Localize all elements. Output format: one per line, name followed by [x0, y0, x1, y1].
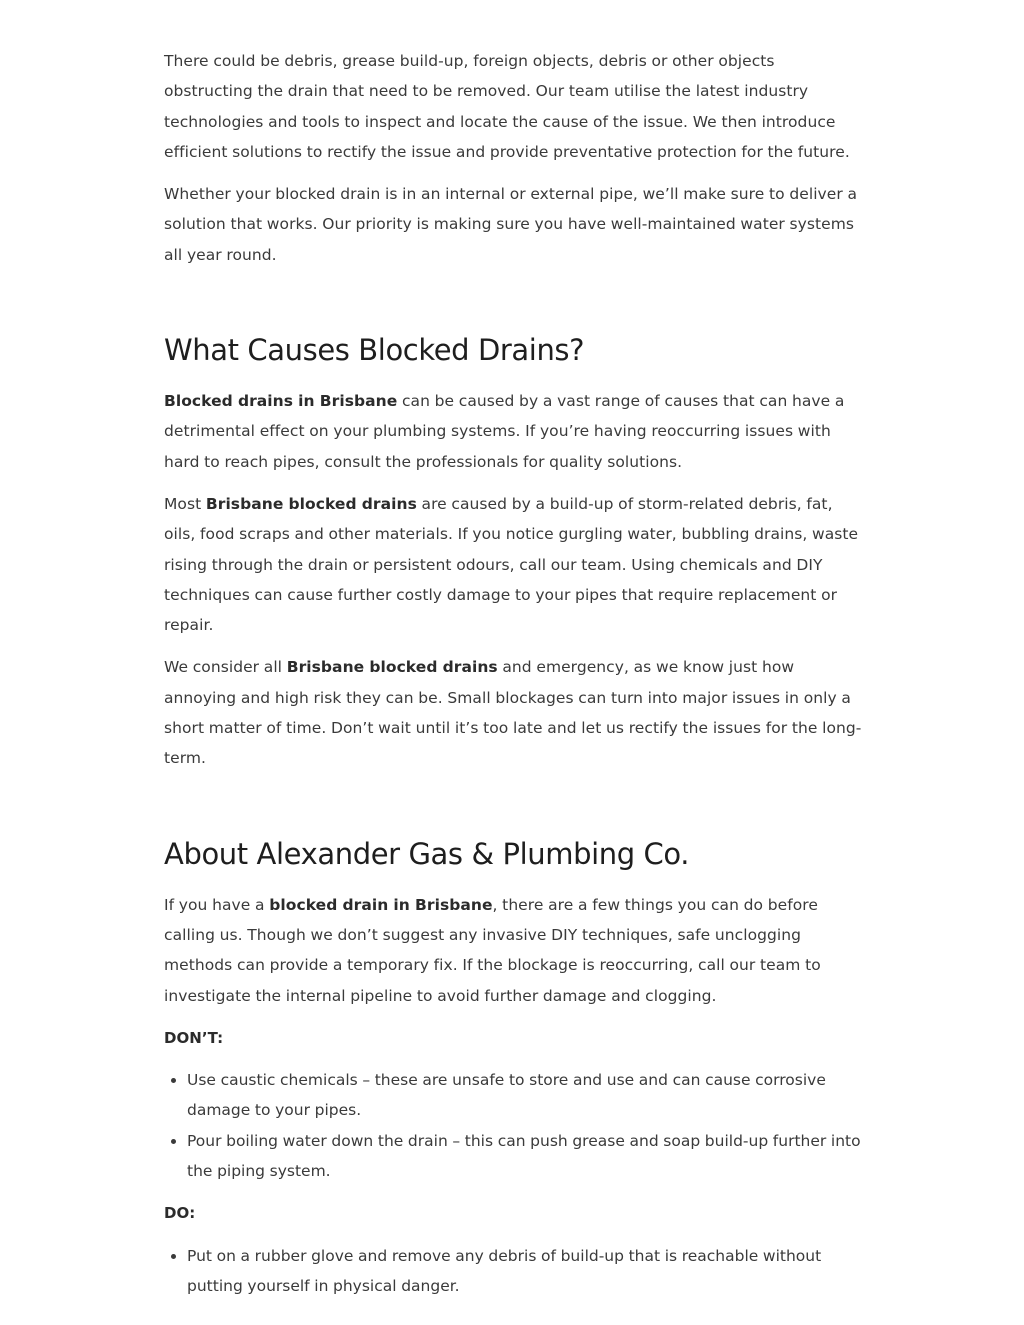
causes-p1-bold: Blocked drains in Brisbane — [164, 392, 398, 411]
dont-list — [164, 1065, 864, 1186]
about-heading: About Alexander Gas & Plumbing Co. — [164, 836, 690, 871]
causes-p2-text: are caused by a build-up of storm-related debris, fat, oils, food scraps and other materials. If you notice gurgling water, bubbling drains, waste rising through the drain or persistent odours, call our team. Using chemicals and DIY techniques can cause further costly damage to your pipes that require replacement or repair. — [164, 494, 859, 635]
about-p1-pre: If you have a — [164, 895, 270, 914]
about-p1-bold: blocked drain in Brisbane — [269, 895, 493, 914]
intro-paragraph-1: There could be debris, grease build-up, foreign objects, debris or other objects obstructing the drain that need to be removed. Our team utilise the latest industry technologies and tools to inspect and locate the cause of the issue. We then introduce efficient solutions to rectify the issue and provide preventative protection for the future. — [164, 52, 850, 161]
dont-list-item: • Use caustic chemicals – these are unsafe to store and use and can cause corrosive damage to your pipes. — [187, 1065, 864, 1126]
do-list — [164, 1241, 864, 1302]
causes-paragraph-3 — [164, 652, 864, 773]
causes-p1-text: can be caused by a vast range of causes that can have a detrimental effect on your plumbing systems. If you’re having reoccurring issues with hard to reach pipes, consult the professionals for quality solutions. — [164, 392, 845, 471]
do-label: DO: — [164, 1204, 196, 1223]
dont-list-item: • Pour boiling water down the drain – this can push grease and soap build-up further into the piping system. — [187, 1126, 864, 1187]
causes-p2-bold: Brisbane blocked drains — [205, 494, 417, 513]
causes-heading: What Causes Blocked Drains? — [164, 333, 585, 368]
dont-label: DON’T: — [164, 1028, 224, 1047]
about-paragraph-1 — [164, 890, 864, 1011]
article-body — [164, 46, 864, 1313]
causes-paragraph-2 — [164, 489, 864, 640]
causes-p3-text: and emergency, as we know just how annoying and high risk they can be. Small blockages can turn into major issues in only a short matter of time. Don’t wait until it’s too late and let us rectify the issues for the long-term. — [164, 658, 862, 768]
do-list-item: • Put on a rubber glove and remove any debris of build-up that is reachable without putting yourself in physical danger. — [187, 1241, 864, 1302]
causes-p3-pre: We consider all — [164, 658, 287, 677]
causes-p3-bold: Brisbane blocked drains — [286, 658, 498, 677]
causes-paragraph-1 — [164, 386, 864, 477]
intro-paragraph-2: Whether your blocked drain is in an internal or external pipe, we’ll make sure to deliver a solution that works. Our priority is making sure you have well-maintained water systems all year round. — [164, 185, 858, 264]
about-p1-text: , there are a few things you can do before calling us. Though we don’t suggest any invasive DIY techniques, safe unclogging methods can provide a temporary fix. If the blockage is reoccurring, call our team to investigate the internal pipeline to avoid further damage and clogging. — [164, 895, 821, 1005]
causes-p2-pre: Most — [164, 494, 206, 513]
